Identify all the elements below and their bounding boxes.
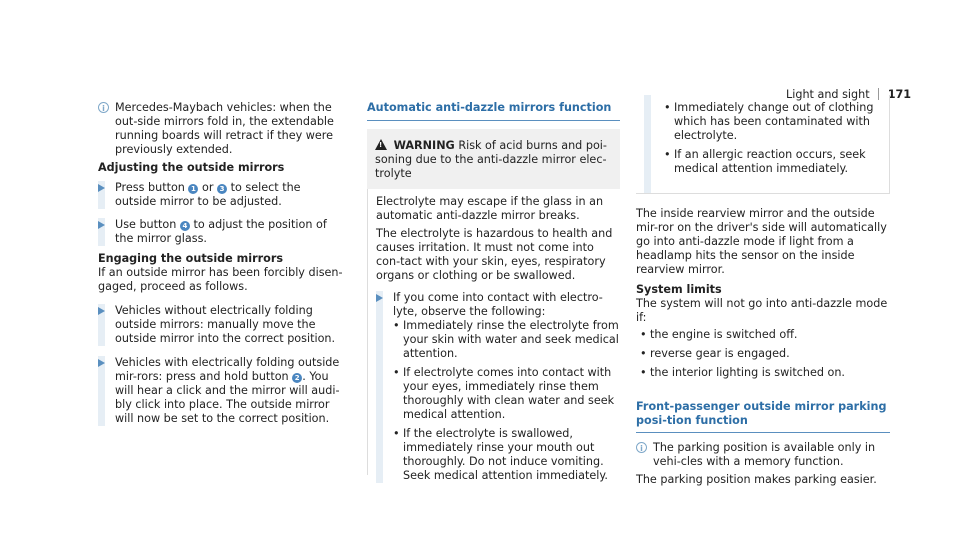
section-title-anti-dazzle: Automatic anti-dazzle mirrors function [367, 101, 612, 114]
button-3-icon: 3 [217, 184, 227, 194]
button-4-icon: 4 [180, 221, 190, 231]
step-bar [644, 95, 651, 193]
heading-system-limits: System limits [636, 283, 722, 296]
info-icon: i [98, 102, 109, 113]
step1-text-or: or [202, 181, 214, 194]
section-rule [367, 120, 620, 121]
step4-text-post: . You will hear a click and the mirror will audi-bly click into place. The outside mirror will now be set to the correct position. [115, 370, 340, 425]
list-item: • reverse gear is engaged. [640, 347, 890, 361]
limits-list [636, 328, 890, 380]
step-adjust-glass [98, 218, 343, 246]
warning-continuation [636, 95, 890, 194]
column-1 [98, 101, 343, 430]
info-icon: i [636, 442, 647, 453]
limits-intro: The system will not go into anti-dazzle mode if: [636, 297, 888, 324]
list-item: • If electrolyte comes into contact with your eyes, immediately rinse them thoroughly with clean water and seek medical attention. [393, 366, 620, 422]
step2-text-post: to adjust the position of the mirror glass. [115, 218, 327, 245]
heading-engaging: Engaging the outside mirrors [98, 252, 284, 265]
section-rule [636, 432, 890, 433]
warning-paragraph-2: The electrolyte is hazardous to health and causes irritation. It must not come into con-tact with your skin, eyes, respiratory organs or clothing or be swallowed. [376, 227, 613, 282]
warning-step [376, 291, 620, 483]
warning-triangle-icon: ! [375, 139, 387, 150]
info-note [636, 441, 890, 469]
button-2-icon: 2 [292, 373, 302, 383]
button-1-icon: 1 [188, 184, 198, 194]
step-arrow-icon [98, 359, 105, 367]
heading-adjusting: Adjusting the outside mirrors [98, 161, 285, 174]
step-select-mirror [98, 181, 343, 209]
warning-box [367, 129, 620, 482]
warning-label: WARNING [393, 139, 455, 152]
step-arrow-icon [98, 307, 105, 315]
list-item: • the engine is switched off. [640, 328, 890, 342]
info-note [98, 101, 343, 157]
step3-text: Vehicles without electrically folding outside mirrors: manually move the outside mirror into the correct position. [115, 304, 336, 345]
info-note-text: The parking position is available only in vehi-cles with a memory function. [653, 441, 876, 468]
section-title-parking-position: Front-passenger outside mirror parking posi-tion function [636, 400, 887, 427]
warning-paragraph-1: Electrolyte may escape if the glass in an automatic anti-dazzle mirror breaks. [376, 195, 604, 222]
list-item: • If the electrolyte is swallowed, immediately rinse your mouth out thoroughly. Do not induce vomiting. Seek medical attention immediately. [393, 427, 620, 483]
step1-text-pre: Press button [115, 181, 185, 194]
step-arrow-icon [98, 221, 105, 229]
info-note-text: Mercedes-Maybach vehicles: when the out-side mirrors fold in, the extendable running boards will retract if they were previously extended. [115, 101, 334, 156]
list-item: • If an allergic reaction occurs, seek medical attention immediately. [664, 148, 889, 176]
warning-header [367, 129, 620, 189]
anti-dazzle-paragraph: The inside rearview mirror and the outside mir-ror on the driver's side will automatically go into anti-dazzle mode if light from a headlamp hits the sensor on the inside rearview mirror. [636, 207, 887, 276]
column-2 [367, 101, 620, 482]
step-electric-mirrors [98, 356, 343, 426]
warning-step-text: If you come into contact with electro-lyte, observe the following: [393, 291, 603, 318]
column-3 [636, 101, 890, 491]
step-bar [376, 291, 383, 483]
step-arrow-icon [98, 184, 105, 192]
header-section: Light and sight [786, 88, 870, 101]
warning-bullets [393, 319, 620, 483]
warning-bullets-continued [653, 101, 889, 176]
list-item: • Immediately rinse the electrolyte from your skin with water and seek medical attention. [393, 319, 620, 361]
warning-body [367, 189, 620, 482]
engage-text: If an outside mirror has been forcibly disen-gaged, proceed as follows. [98, 266, 343, 293]
list-item: • Immediately change out of clothing which has been contaminated with electrolyte. [664, 101, 889, 143]
step4-text-pre: Vehicles with electrically folding outside mir-rors: press and hold button [115, 356, 340, 383]
step1-text-post: to select the outside mirror to be adjusted. [115, 181, 301, 208]
parking-paragraph: The parking position makes parking easier. [636, 473, 877, 486]
step2-text-pre: Use button [115, 218, 177, 231]
warning-text: Risk of acid burns and poi-soning due to the anti-dazzle mirror elec-trolyte [375, 139, 607, 180]
page-number: 171 [887, 88, 912, 101]
list-item: • the interior lighting is switched on. [640, 366, 890, 380]
step-manual-mirrors [98, 304, 343, 346]
step-arrow-icon [376, 294, 383, 302]
